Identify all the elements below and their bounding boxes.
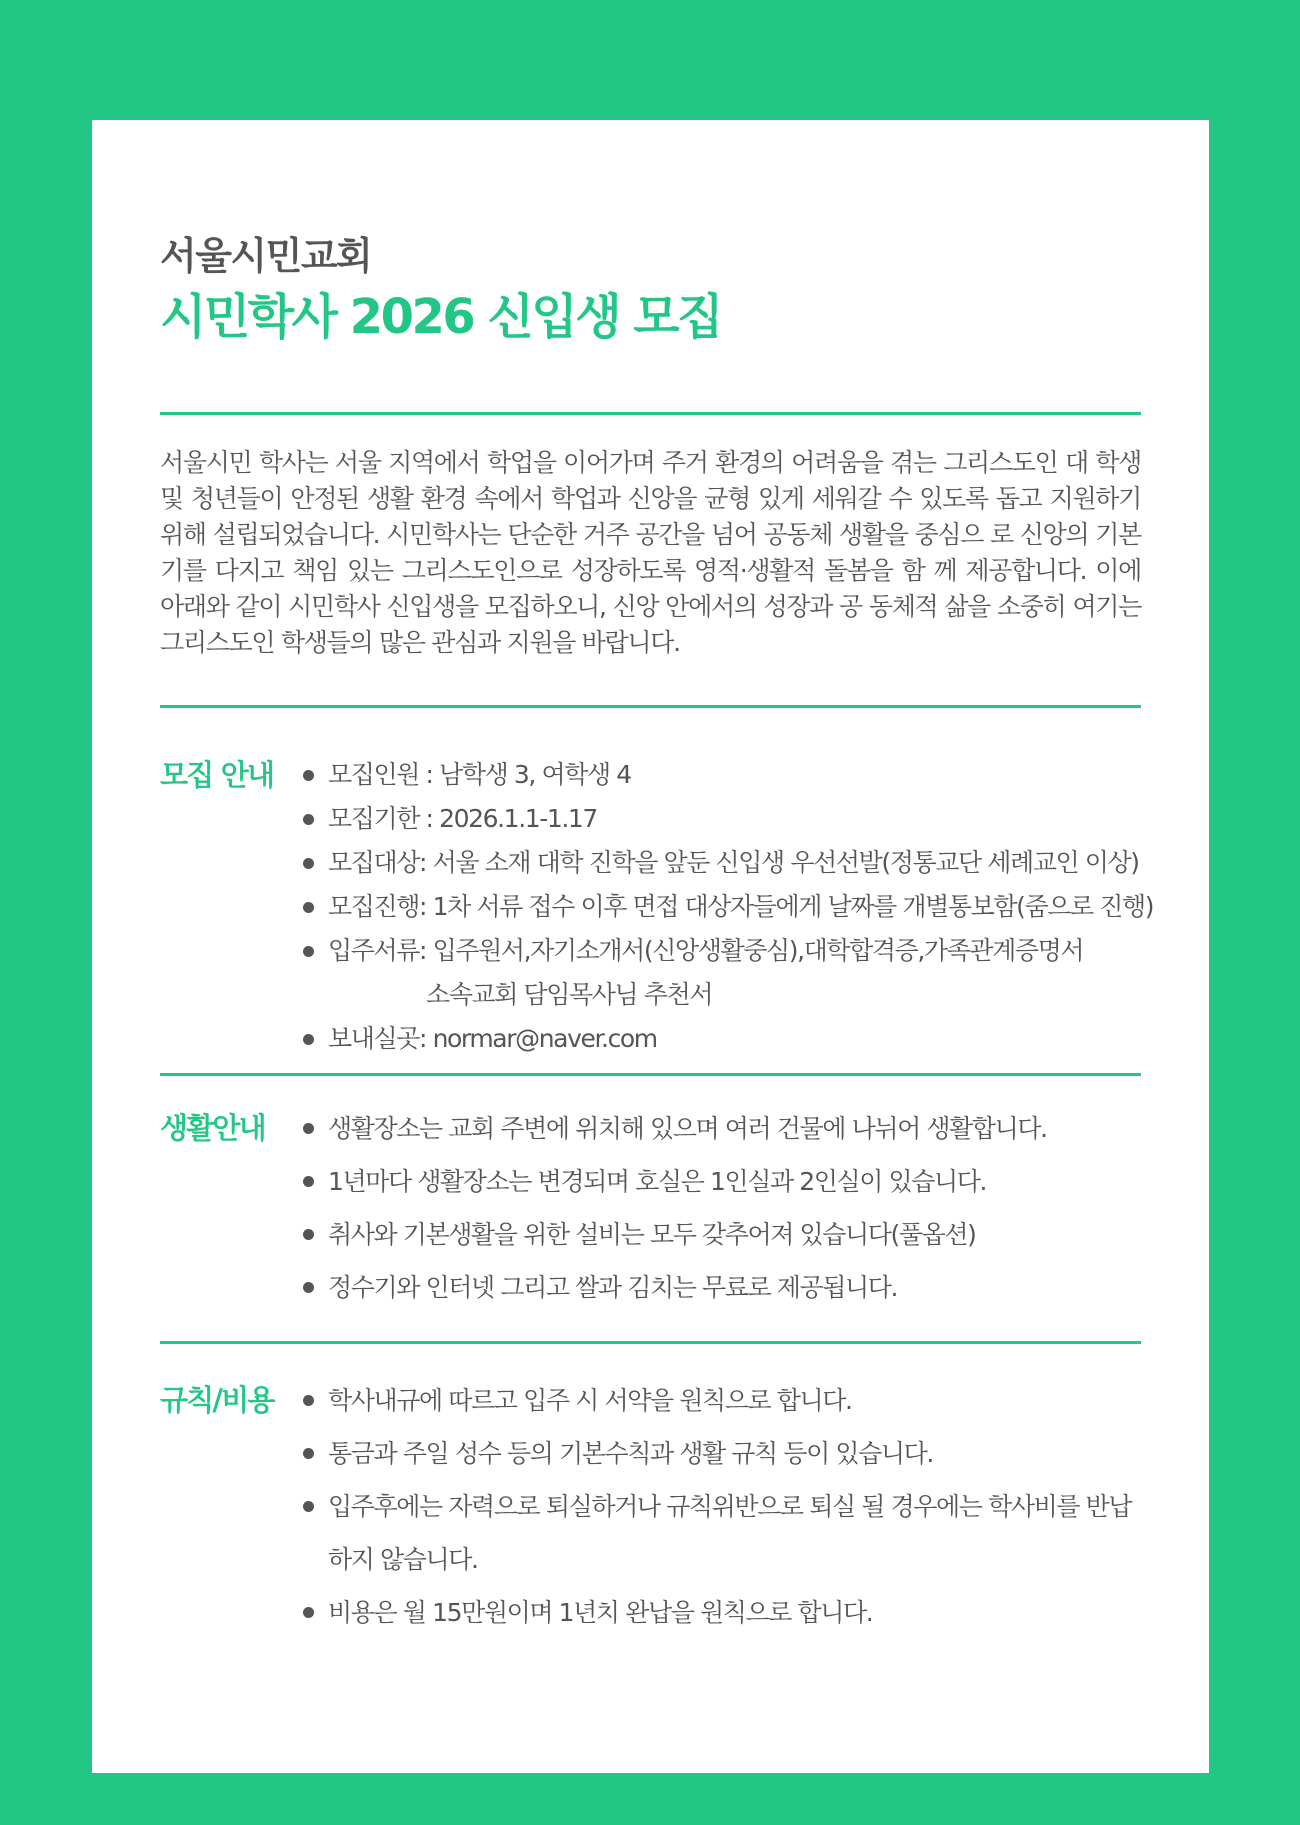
divider: [160, 1341, 1141, 1344]
bullet-icon: [303, 1176, 314, 1187]
living-section-label: 생활안내: [160, 1111, 265, 1145]
list-item: [300, 1017, 1153, 1061]
intro-line: 로 신앙의 기본기를 다지고 책임 있는 그리스도인으로 성장하도록 영적·생활적 돌봄을 함: [160, 520, 1141, 585]
organization-name: 서울시민교회: [160, 234, 372, 278]
list-item: [300, 841, 1153, 885]
intro-line: 서울시민 학사는 서울 지역에서 학업을 이어가며 주거 환경의 어려움을 겪는 그리스도인 대: [160, 448, 1088, 477]
rules-list: [300, 1374, 1141, 1639]
bullet-icon: [303, 902, 314, 913]
list-item-text: 학사내규에 따르고 입주 시 서약을 원칙으로 합니다.: [328, 1386, 852, 1415]
list-item-text: 정수기와 인터넷 그리고 쌀과 김치는 무료로 제공됩니다.: [328, 1273, 898, 1302]
bullet-icon: [303, 1448, 314, 1459]
list-item-text: 입주서류: 입주원서,자기소개서(신앙생활중심),대학합격증,가족관계증명서: [328, 936, 1084, 965]
intro-line: 께 제공합니다. 이에 아래와 같이 시민학사 신입생을 모집하오니, 신앙 안에서의 성장과 공: [160, 556, 1142, 621]
list-item-text: 모집기한 : 2026.1.1-1.17: [328, 804, 597, 833]
list-item: [300, 1261, 1141, 1314]
poster-content: [160, 232, 1154, 1639]
list-item-text: 모집대상: 서울 소재 대학 진학을 앞둔 신입생 우선선발(정통교단 세례교인 이상): [328, 848, 1139, 877]
intro-line: 동체적 삶을 소중히 여기는 그리스도인 학생들의 많은 관심과 지원을 바랍니다.: [160, 592, 1141, 657]
list-item: [300, 929, 1153, 1017]
bullet-icon: [303, 1034, 314, 1045]
bullet-icon: [303, 814, 314, 825]
bullet-icon: [303, 1607, 314, 1618]
list-item-text: 모집진행: 1차 서류 접수 이후 면접 대상자들에게 날짜를 개별통보함(줌으로 진행): [328, 892, 1154, 921]
list-item: [300, 1208, 1141, 1261]
list-item-text: 생활장소는 교회 주변에 위치해 있으며 여러 건물에 나뉘어 생활합니다.: [328, 1114, 1047, 1143]
bullet-icon: [303, 858, 314, 869]
bullet-icon: [303, 1395, 314, 1406]
list-item: [300, 1586, 1141, 1639]
recruit-section-label: 모집 안내: [160, 758, 274, 792]
list-item-text: 보내실곳: normar@naver.com: [328, 1024, 657, 1053]
list-item-text: 통금과 주일 성수 등의 기본수칙과 생활 규칙 등이 있습니다.: [328, 1439, 933, 1468]
list-item-text: 취사와 기본생활을 위한 설비는 모두 갖추어져 있습니다(풀옵션): [328, 1220, 976, 1249]
bullet-icon: [303, 1123, 314, 1134]
rules-section: [160, 1374, 1141, 1639]
intro-paragraph: [160, 445, 1141, 661]
bullet-icon: [303, 770, 314, 781]
list-item: [300, 1480, 1141, 1586]
poster-title: 시민학사 2026 신입생 모집: [160, 289, 722, 345]
list-item-continuation: 소속교회 담임목사님 추천서: [426, 980, 713, 1009]
list-item: [300, 885, 1153, 929]
rules-section-label: 규칙/비용: [160, 1383, 274, 1417]
list-item-text: 1년마다 생활장소는 변경되며 호실은 1인실과 2인실이 있습니다.: [328, 1167, 987, 1196]
divider: [160, 1073, 1141, 1076]
bullet-icon: [303, 1229, 314, 1240]
recruit-list: [300, 753, 1153, 1061]
list-item-text: 모집인원 : 남학생 3, 여학생 4: [328, 760, 631, 789]
list-item-text: 입주후에는 자력으로 퇴실하거나 규칙위반으로 퇴실 될 경우에는 학사비를 반납: [328, 1492, 1132, 1521]
intro-line: 학생 및 청년들이 안정된 생활 환경 속에서 학업과 신앙을 균형 있게 세워갈 수 있도록 돕고: [160, 448, 1141, 513]
recruit-section: [160, 753, 1154, 1061]
list-item: [300, 1155, 1141, 1208]
list-item: [300, 753, 1153, 797]
list-item: [300, 1374, 1141, 1427]
list-item: [300, 1427, 1141, 1480]
list-item-text: 비용은 월 15만원이며 1년치 완납을 원칙으로 합니다.: [328, 1598, 873, 1627]
list-item: [300, 797, 1153, 841]
list-item-continuation: 하지 않습니다.: [328, 1545, 478, 1574]
poster-card: [92, 120, 1209, 1773]
living-section: [160, 1102, 1141, 1314]
list-item: [300, 1102, 1141, 1155]
intro-line: 지원하기 위해 설립되었습니다. 시민학사는 단순한 거주 공간을 넘어 공동체 생활을 중심으: [160, 484, 1142, 549]
bullet-icon: [303, 1501, 314, 1512]
divider: [160, 705, 1141, 708]
bullet-icon: [303, 946, 314, 957]
bullet-icon: [303, 1282, 314, 1293]
living-list: [300, 1102, 1141, 1314]
divider: [160, 412, 1141, 415]
